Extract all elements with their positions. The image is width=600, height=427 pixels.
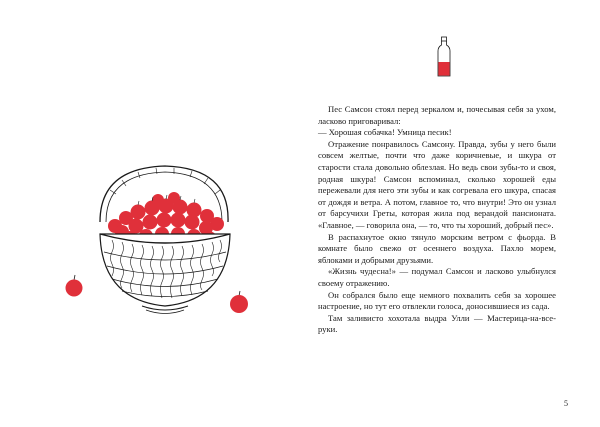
paragraph: В распахнутое окно тянуло морским ветром с фьорда. В комнате было свежо от осеннего воздуха. Пахло морем, яблоками и добрыми друзьями.	[318, 231, 556, 265]
paragraph: Пес Самсон стоял перед зеркалом и, почесывая себя за ухом, ласково приговаривал:	[318, 104, 556, 126]
story-text	[318, 104, 556, 336]
bottle-icon	[436, 36, 452, 78]
paragraph: Он собрался было еще немного похвалить себя за хорошее настроение, но тут его отвлекли голоса, доносившиеся из сада.	[318, 289, 556, 312]
apple-icon	[64, 274, 84, 298]
paragraph: Там заливисто хохотала выдра Улли — Мастерица-на-все-руки.	[318, 312, 556, 335]
page-number: 5	[564, 399, 568, 408]
paragraph: «Жизнь чудесна!» — подумал Самсон и ласково улыбнулся своему отражению.	[318, 266, 556, 288]
paragraph: — Хорошая собачка! Умница песик!	[318, 127, 452, 138]
apple-icon	[228, 290, 250, 314]
paragraph: Отражение понравилось Самсону. Правда, зубы у него были совсем желтые, почти что даже коричневые, и шкура от старости стала довольно облезлая. Но ведь свои зубы-то и своя, родная шкура! Самсон вспоминал, сколько хорошей еды пережевали для него эти зубы и как согревала его шкура, спасая от дождя и ветра. А потом, главное то, что внутри! Это он узнал от барсучихи Греты, которая жила под верандой пансионата. «Главное, — говорила она, — то, что ты хороший, добрый пес».	[318, 138, 556, 230]
